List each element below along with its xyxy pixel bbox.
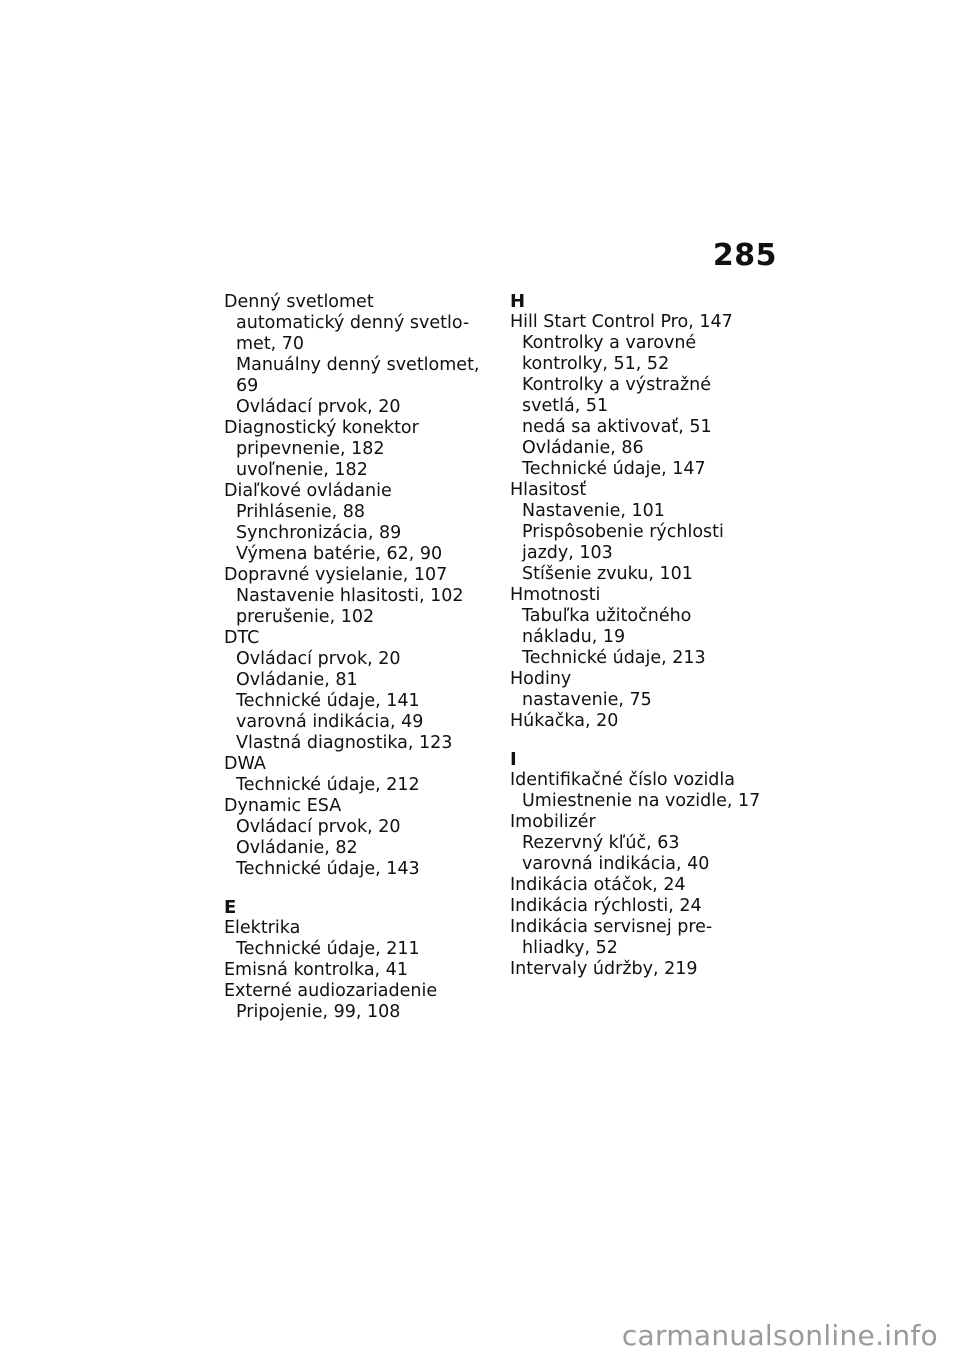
index-continuation: svetlá, 51 <box>522 396 609 416</box>
index-subentry: Kontrolky a výstražné <box>522 375 712 395</box>
index-subentry: Technické údaje, 147 <box>522 459 706 479</box>
index-subentry: Pripojenie, 99, 108 <box>236 1002 401 1022</box>
index-subentry: Nastavenie, 101 <box>522 501 665 521</box>
index-continuation: nákladu, 19 <box>522 627 626 647</box>
index-term: Elektrika <box>224 918 301 938</box>
index-subentry: Ovládací prvok, 20 <box>236 817 401 837</box>
index-term: Indikácia rýchlosti, 24 <box>510 896 702 916</box>
index-subentry: Výmena batérie, 62, 90 <box>236 544 443 564</box>
index-term: Húkačka, 20 <box>510 711 619 731</box>
index-term: Externé audiozariadenie <box>224 981 438 1001</box>
index-column-left <box>224 292 500 1023</box>
index-subentry: Kontrolky a varovné <box>522 333 697 353</box>
index-continuation: jazdy, 103 <box>522 543 613 563</box>
index-subentry: Prispôsobenie rýchlosti <box>522 522 724 542</box>
index-subentry: Technické údaje, 141 <box>236 691 420 711</box>
index-subentry: Synchronizácia, 89 <box>236 523 402 543</box>
index-term: DWA <box>224 754 266 774</box>
index-term: Diaľkové ovládanie <box>224 481 392 501</box>
index-subentry: Ovládanie, 81 <box>236 670 358 690</box>
index-subentry: Technické údaje, 213 <box>522 648 706 668</box>
index-subentry: pripevnenie, 182 <box>236 439 385 459</box>
index-term: Hill Start Control Pro, 147 <box>510 312 733 332</box>
index-subentry: Ovládanie, 82 <box>236 838 358 858</box>
index-term: Hlasitosť <box>510 480 587 500</box>
index-term: Diagnostický konektor <box>224 418 419 438</box>
index-term: Denný svetlomet <box>224 292 374 312</box>
index-subentry: Tabuľka užitočného <box>522 606 692 626</box>
index-subentry: Technické údaje, 211 <box>236 939 420 959</box>
index-continuation: hliadky, 52 <box>522 938 618 958</box>
index-subentry: Vlastná diagnostika, 123 <box>236 733 453 753</box>
index-subentry: Ovládací prvok, 20 <box>236 397 401 417</box>
index-term: Emisná kontrolka, 41 <box>224 960 408 980</box>
index-subentry: Umiestnenie na vozidle, 17 <box>522 791 761 811</box>
index-term: Intervaly údržby, 219 <box>510 959 698 979</box>
index-subentry: varovná indikácia, 40 <box>522 854 710 874</box>
index-subentry: Manuálny denný svetlomet, 69 <box>236 355 480 396</box>
index-term: Identifikačné číslo vozidla <box>510 770 736 790</box>
index-term: Dynamic ESA <box>224 796 342 816</box>
index-subentry: Ovládací prvok, 20 <box>236 649 401 669</box>
index-subentry: Technické údaje, 143 <box>236 859 420 879</box>
index-subentry: uvoľnenie, 182 <box>236 460 368 480</box>
index-subentry: Technické údaje, 212 <box>236 775 420 795</box>
index-subentry: Nastavenie hlasitosti, 102 <box>236 586 464 606</box>
index-term: DTC <box>224 628 260 648</box>
index-continuation: kontrolky, 51, 52 <box>522 354 670 374</box>
index-subentry: varovná indikácia, 49 <box>236 712 424 732</box>
index-subentry: Ovládanie, 86 <box>522 438 644 458</box>
index-letter-heading: I <box>510 749 517 770</box>
index-letter-heading: H <box>510 291 526 312</box>
index-continuation: met, 70 <box>236 334 305 354</box>
index-subentry: Rezervný kľúč, 63 <box>522 833 680 853</box>
index-term: Hodiny <box>510 669 572 689</box>
index-term: Dopravné vysielanie, 107 <box>224 565 448 585</box>
index-subentry: prerušenie, 102 <box>236 607 375 627</box>
watermark: carmanualsonline.info <box>621 1319 938 1352</box>
index-subentry: nastavenie, 75 <box>522 690 652 710</box>
index-subentry: automatický denný svetlo- <box>236 313 470 333</box>
page-number: 285 <box>712 238 777 273</box>
index-letter-heading: E <box>224 897 237 918</box>
index-term: Imobilizér <box>510 812 596 832</box>
index-subentry: Stíšenie zvuku, 101 <box>522 564 693 584</box>
index-term: Indikácia servisnej pre- <box>510 917 713 937</box>
index-term: Hmotnosti <box>510 585 601 605</box>
index-subentry: nedá sa aktivovať, 51 <box>522 417 712 437</box>
index-term: Indikácia otáčok, 24 <box>510 875 686 895</box>
index-column-right <box>510 292 772 980</box>
index-subentry: Prihlásenie, 88 <box>236 502 365 522</box>
